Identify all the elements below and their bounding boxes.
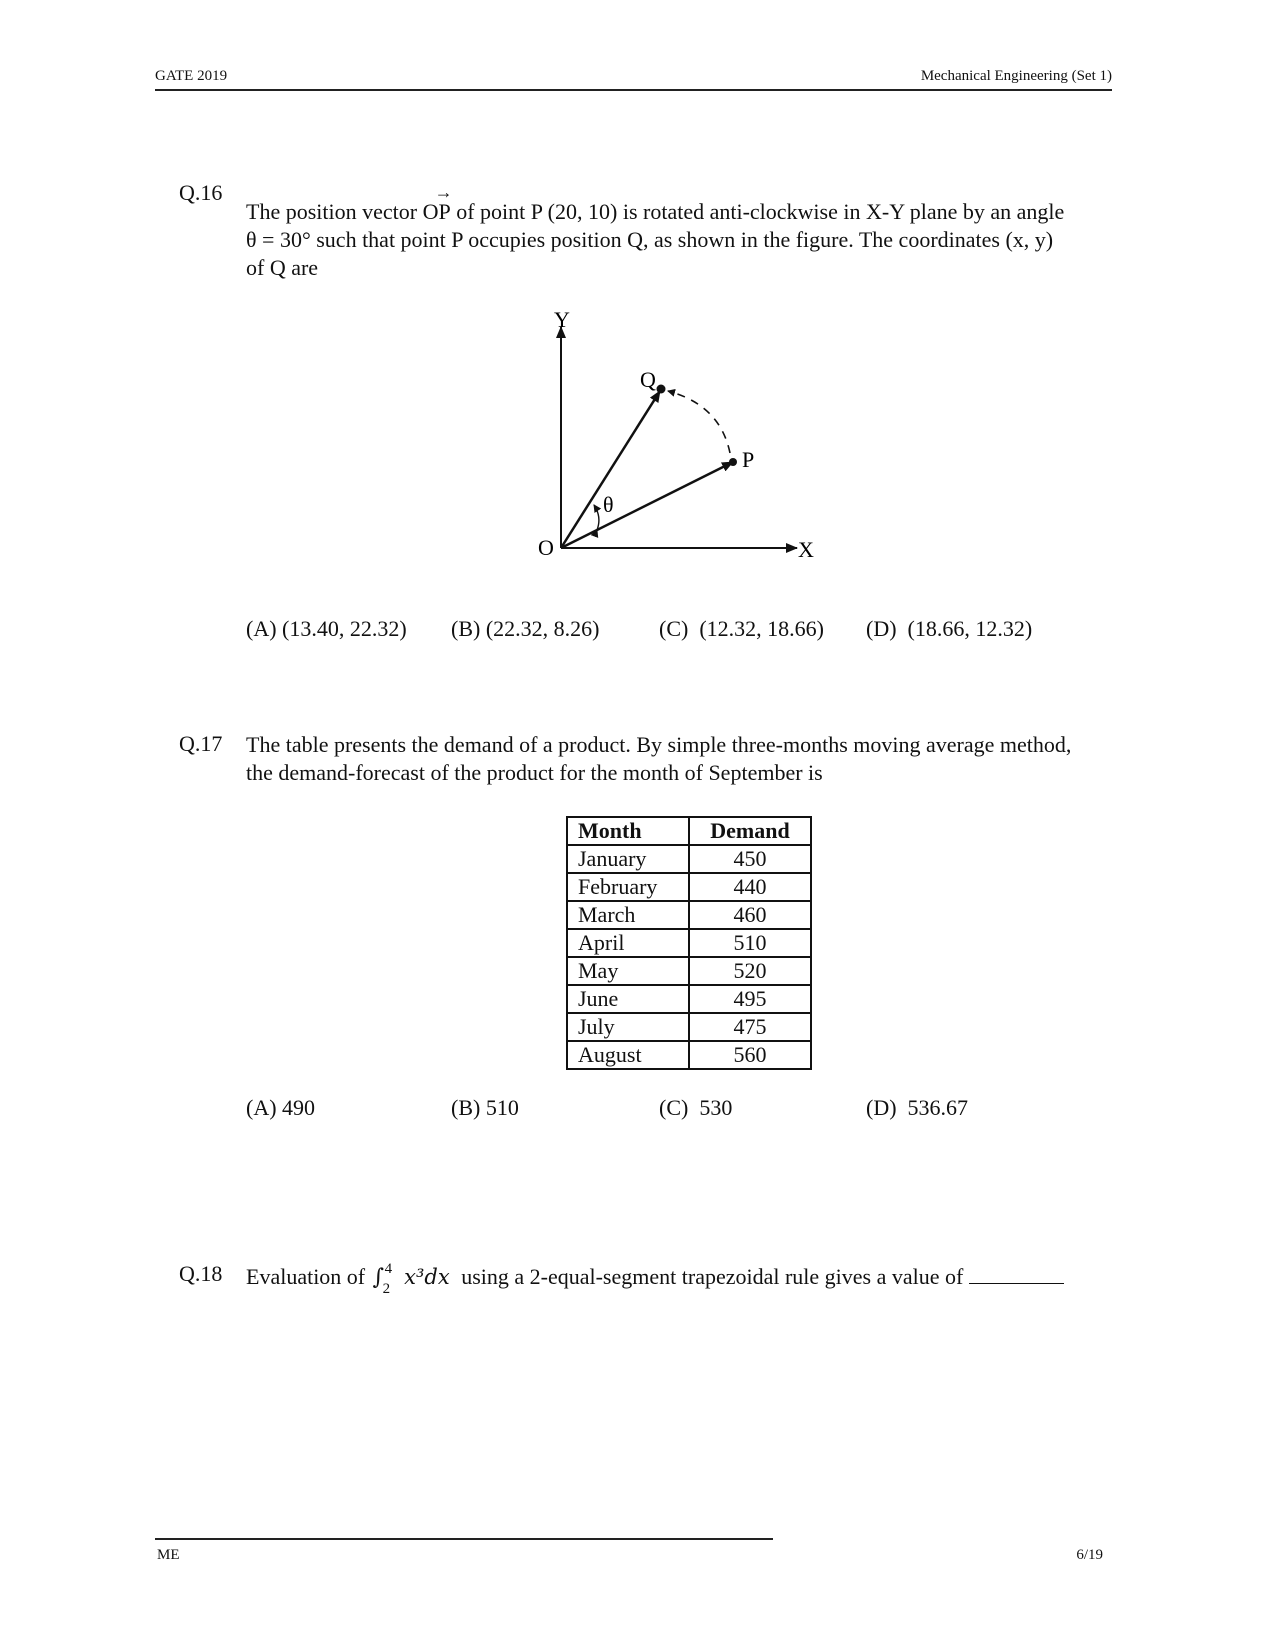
q-label: Q [640,367,656,392]
theta-arc [594,505,599,530]
rotation-arc [668,391,730,453]
integral-lower: 2 [382,1281,391,1297]
q18-post: using a 2-equal-segment trapezoidal rule gives a value of [461,1264,964,1289]
q17-option-a[interactable]: (A) 490 [246,1095,316,1120]
table-row [567,957,811,985]
table-row [567,929,811,957]
footer-page-number: 6/19 [1076,1547,1103,1563]
q16-option-b[interactable]: (B) (22.32, 8.26) [451,616,600,641]
demand-table [566,816,812,1070]
vector-op-label: OP [422,199,451,224]
q18-integrand: x³dx [404,1265,450,1289]
table-cell-month: January [567,845,689,873]
q18-integral [372,1261,399,1297]
vector-arrow-icon: → [434,182,453,202]
header-left: GATE 2019 [155,68,228,84]
q16-line1-post: of point P (20, 10) is rotated anti-clockwise in X-Y plane by an angle [456,199,1065,224]
q16-number: Q.16 [179,180,223,205]
q16-option-a[interactable]: (A) (13.40, 22.32) [246,616,407,641]
q16-line2: θ = 30° such that point P occupies position Q, as shown in the figure. The coordinates (x, y) [246,227,1054,252]
q16-text [246,182,1116,282]
q16-line3: of Q are [246,255,319,280]
table-header-month: Month [567,817,689,845]
table-cell-month: June [567,985,689,1013]
table-cell-demand: 475 [689,1013,811,1041]
q18-number: Q.18 [179,1261,223,1286]
theta-label: θ [603,492,614,517]
q16-line1-pre: The position vector [246,199,418,224]
table-row [567,873,811,901]
vector-op [422,182,453,226]
q16-line1 [246,182,1116,226]
q17-number: Q.17 [179,731,223,756]
table-cell-demand: 440 [689,873,811,901]
table-cell-month: April [567,929,689,957]
q16-option-c[interactable]: (C) (12.32, 18.66) [659,616,824,641]
o-label: O [538,535,554,560]
table-cell-demand: 520 [689,957,811,985]
table-cell-demand: 510 [689,929,811,957]
q17-text [246,731,1116,787]
x-label: X [798,537,814,562]
q16-figure [520,305,840,565]
header-right: Mechanical Engineering (Set 1) [920,68,1112,84]
table-cell-demand: 450 [689,845,811,873]
table-cell-demand: 495 [689,985,811,1013]
point-q [657,385,666,394]
q18-text [246,1261,1064,1297]
table-row [567,901,811,929]
q17-option-b[interactable]: (B) 510 [451,1095,519,1120]
y-label: Y [554,307,570,332]
point-p [729,458,737,466]
table-cell-month: May [567,957,689,985]
table-cell-month: March [567,901,689,929]
q17-option-d[interactable]: (D) 536.67 [866,1095,969,1120]
table-cell-demand: 460 [689,901,811,929]
integral-sign: ∫ [372,1265,385,1290]
table-cell-month: July [567,1013,689,1041]
q17-line2: the demand-forecast of the product for the month of September is [246,760,823,785]
answer-blank[interactable] [969,1263,1064,1284]
q17-line1: The table presents the demand of a product. By simple three-months moving average method, [246,732,1072,757]
table-row [567,845,811,873]
table-cell-demand: 560 [689,1041,811,1069]
p-label: P [742,447,755,472]
footer-left: ME [157,1547,180,1563]
q17-option-c[interactable]: (C) 530 [659,1095,733,1120]
q16-option-d[interactable]: (D) (18.66, 12.32) [866,616,1033,641]
table-row [567,1041,811,1069]
q18-pre: Evaluation of [246,1264,366,1289]
table-cell-month: February [567,873,689,901]
footer-rule [155,1538,773,1540]
integral-upper: 4 [384,1261,393,1277]
table-row [567,1013,811,1041]
table-row [567,985,811,1013]
header-rule [155,89,1112,91]
table-header-demand: Demand [689,817,811,845]
table-cell-month: August [567,1041,689,1069]
table-header-row [567,817,811,845]
